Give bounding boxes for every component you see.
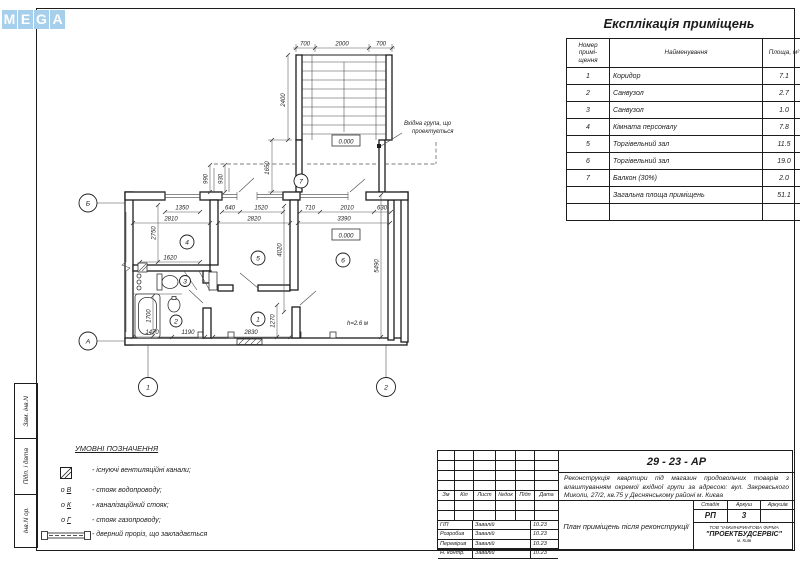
room-number xyxy=(567,187,610,204)
sheet-label: Аркуш xyxy=(728,501,762,510)
dim-label: 2000 xyxy=(335,41,349,48)
legend-text: - стояк газопроводу; xyxy=(92,516,161,524)
explication-block xyxy=(566,16,800,221)
project-description: Реконструкція квартири під магазин продовольчих товарів з влаштуванням окремої вхідної групи за адресою: вул. Закревського Миколи, 27/2, кв.75 у Деснянському районі м. Києва xyxy=(559,473,794,501)
dim-label: 4020 xyxy=(277,243,284,257)
table-row xyxy=(567,153,800,170)
grid-cell xyxy=(535,501,558,511)
logo-letter: E xyxy=(18,10,33,29)
col-header: Зм xyxy=(438,491,455,501)
signature-rows xyxy=(438,521,558,559)
dim-label: 1470 xyxy=(145,330,159,336)
dim-label: 1270 xyxy=(270,314,277,328)
dimension-lines xyxy=(131,41,395,339)
sign-date: 10.23 xyxy=(531,521,558,530)
document-code: 29 - 23 - АР xyxy=(559,451,794,473)
grid-cell xyxy=(535,471,558,481)
room-number-label: 1 xyxy=(256,316,260,324)
table-row-empty xyxy=(567,204,800,221)
dim-label: 5490 xyxy=(374,259,381,273)
dim-label: 700 xyxy=(375,41,387,48)
stamp-label: Інв.N ор. xyxy=(22,506,30,534)
dim-label: 700 xyxy=(299,41,311,48)
gas-riser-symbol xyxy=(40,517,92,524)
sign-date: 10.23 xyxy=(531,530,558,539)
legend-item xyxy=(40,531,230,542)
room-name: Торгівельний зал xyxy=(610,153,763,170)
legend-text: - каналізаційний стояк; xyxy=(92,501,169,509)
total-area: 51.1 xyxy=(763,187,800,204)
grid-cell xyxy=(496,451,516,461)
stage-label: Стадія xyxy=(694,501,728,510)
col-header: №док xyxy=(496,491,516,501)
dim-label: 2810 xyxy=(164,216,178,223)
dim-label: 1190 xyxy=(181,330,195,336)
table-row xyxy=(567,85,800,102)
height-note: h=2.6 м xyxy=(347,321,368,327)
room-area: 7.1 xyxy=(763,68,800,85)
company-line1: ТОВ "ІНЖИНІРИНГОВА ФІРМА xyxy=(709,526,779,531)
grid-cell xyxy=(474,461,496,471)
axis-label-2: 2 xyxy=(384,384,388,392)
logo-letter: G xyxy=(34,10,49,29)
grid-cell xyxy=(474,451,496,461)
logo-letter: A xyxy=(50,10,65,29)
col-header-number: Номер примі-щення xyxy=(567,39,610,68)
room-number: 3 xyxy=(567,102,610,119)
room-name: Балкон (30%) xyxy=(610,170,763,187)
empty-cell xyxy=(567,204,610,221)
stage-column xyxy=(694,501,794,551)
sign-role: Розробив xyxy=(438,530,473,539)
table-row xyxy=(567,68,800,85)
room-numbers xyxy=(170,174,350,327)
grid-cell xyxy=(496,461,516,471)
table-row xyxy=(567,136,800,153)
sheet-title: План приміщень після реконструкції xyxy=(559,501,694,551)
stamp-label: Підп. і дата xyxy=(22,448,30,485)
grid-cell xyxy=(516,501,535,511)
legend-title: УМОВНІ ПОЗНАЧЕННЯ xyxy=(75,444,159,453)
riser-letter: К xyxy=(66,501,71,509)
sign-name: Завалій xyxy=(473,540,531,549)
room-number-label: 6 xyxy=(341,257,345,265)
col-header-name: Найменування xyxy=(610,39,763,68)
grid-cell xyxy=(438,461,455,471)
grid-cell xyxy=(474,511,496,521)
legend-item xyxy=(40,487,230,496)
table-row xyxy=(567,119,800,136)
grid-cell xyxy=(516,481,535,491)
grid-cell xyxy=(455,461,474,471)
room-number: 2 xyxy=(567,85,610,102)
sewer-riser-symbol xyxy=(40,502,92,509)
axis-label-a: А xyxy=(85,338,91,346)
room-name: Санвузол xyxy=(610,85,763,102)
legend-text: - дверний проріз, що закладається xyxy=(92,531,208,539)
dim-label: 1650 xyxy=(265,161,271,175)
room-name: Торгівельний зал xyxy=(610,136,763,153)
room-area: 11.5 xyxy=(763,136,800,153)
dim-label: 990 xyxy=(203,173,210,185)
entry-vestibule xyxy=(296,133,436,192)
explication-table xyxy=(566,38,800,221)
exterior-walls xyxy=(125,164,408,345)
sign-name: Завалій xyxy=(473,530,531,539)
dim-label: 930 xyxy=(218,173,225,185)
grid-cell xyxy=(438,471,455,481)
grid-cell xyxy=(455,501,474,511)
level-mark-room6: 0.000 xyxy=(338,233,354,240)
stage-value: РП xyxy=(694,510,728,522)
room-number: 6 xyxy=(567,153,610,170)
grid-cell xyxy=(516,511,535,521)
grid-cell xyxy=(438,451,455,461)
sign-role: Перевірив xyxy=(438,540,473,549)
room-name: Коридор xyxy=(610,68,763,85)
staircase xyxy=(296,55,392,140)
title-block-left xyxy=(438,451,559,557)
company-line2: "ПРОЕКТБУДСЕРВІС" xyxy=(706,531,782,538)
riser-circle: о xyxy=(60,487,65,494)
entry-note-line1: Вхідна група, що xyxy=(404,121,452,127)
total-label: Загальна площа приміщень xyxy=(610,187,763,204)
col-header-area: Площа, м² xyxy=(763,39,800,68)
sign-date: 10.23 xyxy=(531,540,558,549)
table-row-total xyxy=(567,187,800,204)
room-area: 1.0 xyxy=(763,102,800,119)
grid-cell xyxy=(496,511,516,521)
grid-cell xyxy=(535,451,558,461)
sink xyxy=(168,298,180,312)
grid-cell xyxy=(474,481,496,491)
stamp-cell xyxy=(15,439,37,495)
room-area: 2.0 xyxy=(763,170,800,187)
grid-cell xyxy=(516,451,535,461)
grid-cell xyxy=(438,511,455,521)
axis-label-1: 1 xyxy=(146,384,150,392)
dim-label: 2400 xyxy=(281,93,287,107)
logo-letter: M xyxy=(3,11,16,27)
title-block-bottom xyxy=(559,501,794,551)
dim-label: 3390 xyxy=(337,216,351,223)
revision-grid xyxy=(438,451,558,521)
col-header: Лист xyxy=(474,491,496,501)
dim-label: 2830 xyxy=(244,330,258,336)
dim-label: 1520 xyxy=(254,205,268,212)
room-number-label: 7 xyxy=(299,178,303,186)
grid-cell xyxy=(496,501,516,511)
dim-label: 640 xyxy=(224,205,236,212)
toilet-tank xyxy=(157,274,162,290)
legend-item xyxy=(40,467,230,481)
stamp-label: Зам. інв.N xyxy=(22,395,30,427)
company-line3: м. Київ xyxy=(736,538,752,543)
grid-cell xyxy=(455,451,474,461)
legend-item xyxy=(40,502,230,511)
grid-cell xyxy=(474,471,496,481)
floor-plan xyxy=(38,8,560,450)
water-riser-symbol xyxy=(40,487,92,494)
col-header: Дата xyxy=(535,491,558,501)
room-name: Санвузол xyxy=(610,102,763,119)
room-number-label: 2 xyxy=(174,318,178,326)
grid-cell xyxy=(516,461,535,471)
room-number-label: 5 xyxy=(256,255,260,263)
title-block xyxy=(437,450,793,557)
room-name: Кімната персоналу xyxy=(610,119,763,136)
entry-note-line2: проектується xyxy=(412,129,454,135)
grid-cell xyxy=(535,511,558,521)
legend-item xyxy=(40,517,230,526)
empty-cell xyxy=(610,204,763,221)
dim-label: 2750 xyxy=(151,226,158,240)
grid-cell xyxy=(438,481,455,491)
dim-label: 630 xyxy=(376,205,388,212)
level-mark-entry: 0.000 xyxy=(338,139,354,146)
room-area: 7.8 xyxy=(763,119,800,136)
sign-name: Завалій xyxy=(473,549,531,558)
axis-label-b: Б xyxy=(85,200,91,208)
grid-cell xyxy=(455,481,474,491)
grid-cell xyxy=(474,501,496,511)
room-area: 2.7 xyxy=(763,85,800,102)
sheets-label: Аркушів xyxy=(761,501,794,510)
table-row xyxy=(567,170,800,187)
toilet-bowl xyxy=(162,276,178,289)
company-name xyxy=(694,523,794,551)
grid-cell xyxy=(455,511,474,521)
legend-text: - стояк водопроводу; xyxy=(92,487,162,494)
vent-channel-icon xyxy=(40,467,92,481)
grid-cell xyxy=(496,471,516,481)
dim-label: 2010 xyxy=(340,205,354,212)
stamp-cell xyxy=(15,384,37,439)
grid-cell xyxy=(496,481,516,491)
dim-label: 1620 xyxy=(163,255,177,262)
sign-role: ГІП xyxy=(438,521,473,530)
sign-role: Н. контр. xyxy=(438,549,473,558)
room-number-label: 4 xyxy=(185,239,189,247)
explication-title: Експлікація приміщень xyxy=(603,16,755,31)
interior-walls xyxy=(133,200,316,338)
grid-cell xyxy=(438,501,455,511)
riser-circle: о xyxy=(61,516,66,524)
riser-circle: о xyxy=(61,501,65,509)
col-header: Підп xyxy=(516,491,535,501)
grid-cell xyxy=(535,481,558,491)
side-stamp-column xyxy=(14,383,38,548)
room-number: 5 xyxy=(567,136,610,153)
legend-block xyxy=(40,440,230,548)
grid-cell xyxy=(535,461,558,471)
empty-cell xyxy=(763,204,800,221)
legend-text: - існуючі вентиляційні канали; xyxy=(92,467,191,474)
room-number-label: 3 xyxy=(183,278,187,286)
room-number: 7 xyxy=(567,170,610,187)
dim-label: 1350 xyxy=(175,205,189,212)
room-number: 4 xyxy=(567,119,610,136)
infilled-doorway-icon xyxy=(40,531,92,542)
grid-cell xyxy=(455,471,474,481)
dim-label: 1700 xyxy=(146,309,153,323)
dim-label: 2820 xyxy=(247,216,261,223)
sheet-value: 3 xyxy=(728,510,762,522)
sheets-value xyxy=(761,510,794,522)
col-header: Кіл xyxy=(455,491,474,501)
table-row xyxy=(567,102,800,119)
room-number: 1 xyxy=(567,68,610,85)
riser-letter: Г xyxy=(67,516,71,524)
room-area: 19.0 xyxy=(763,153,800,170)
sign-date: 10.23 xyxy=(531,549,558,558)
riser-letter: В xyxy=(66,487,72,494)
title-block-right xyxy=(559,451,794,551)
grid-cell xyxy=(516,471,535,481)
stamp-cell xyxy=(15,495,37,545)
sign-name: Завалій xyxy=(473,521,531,530)
dim-label: 710 xyxy=(304,205,316,212)
